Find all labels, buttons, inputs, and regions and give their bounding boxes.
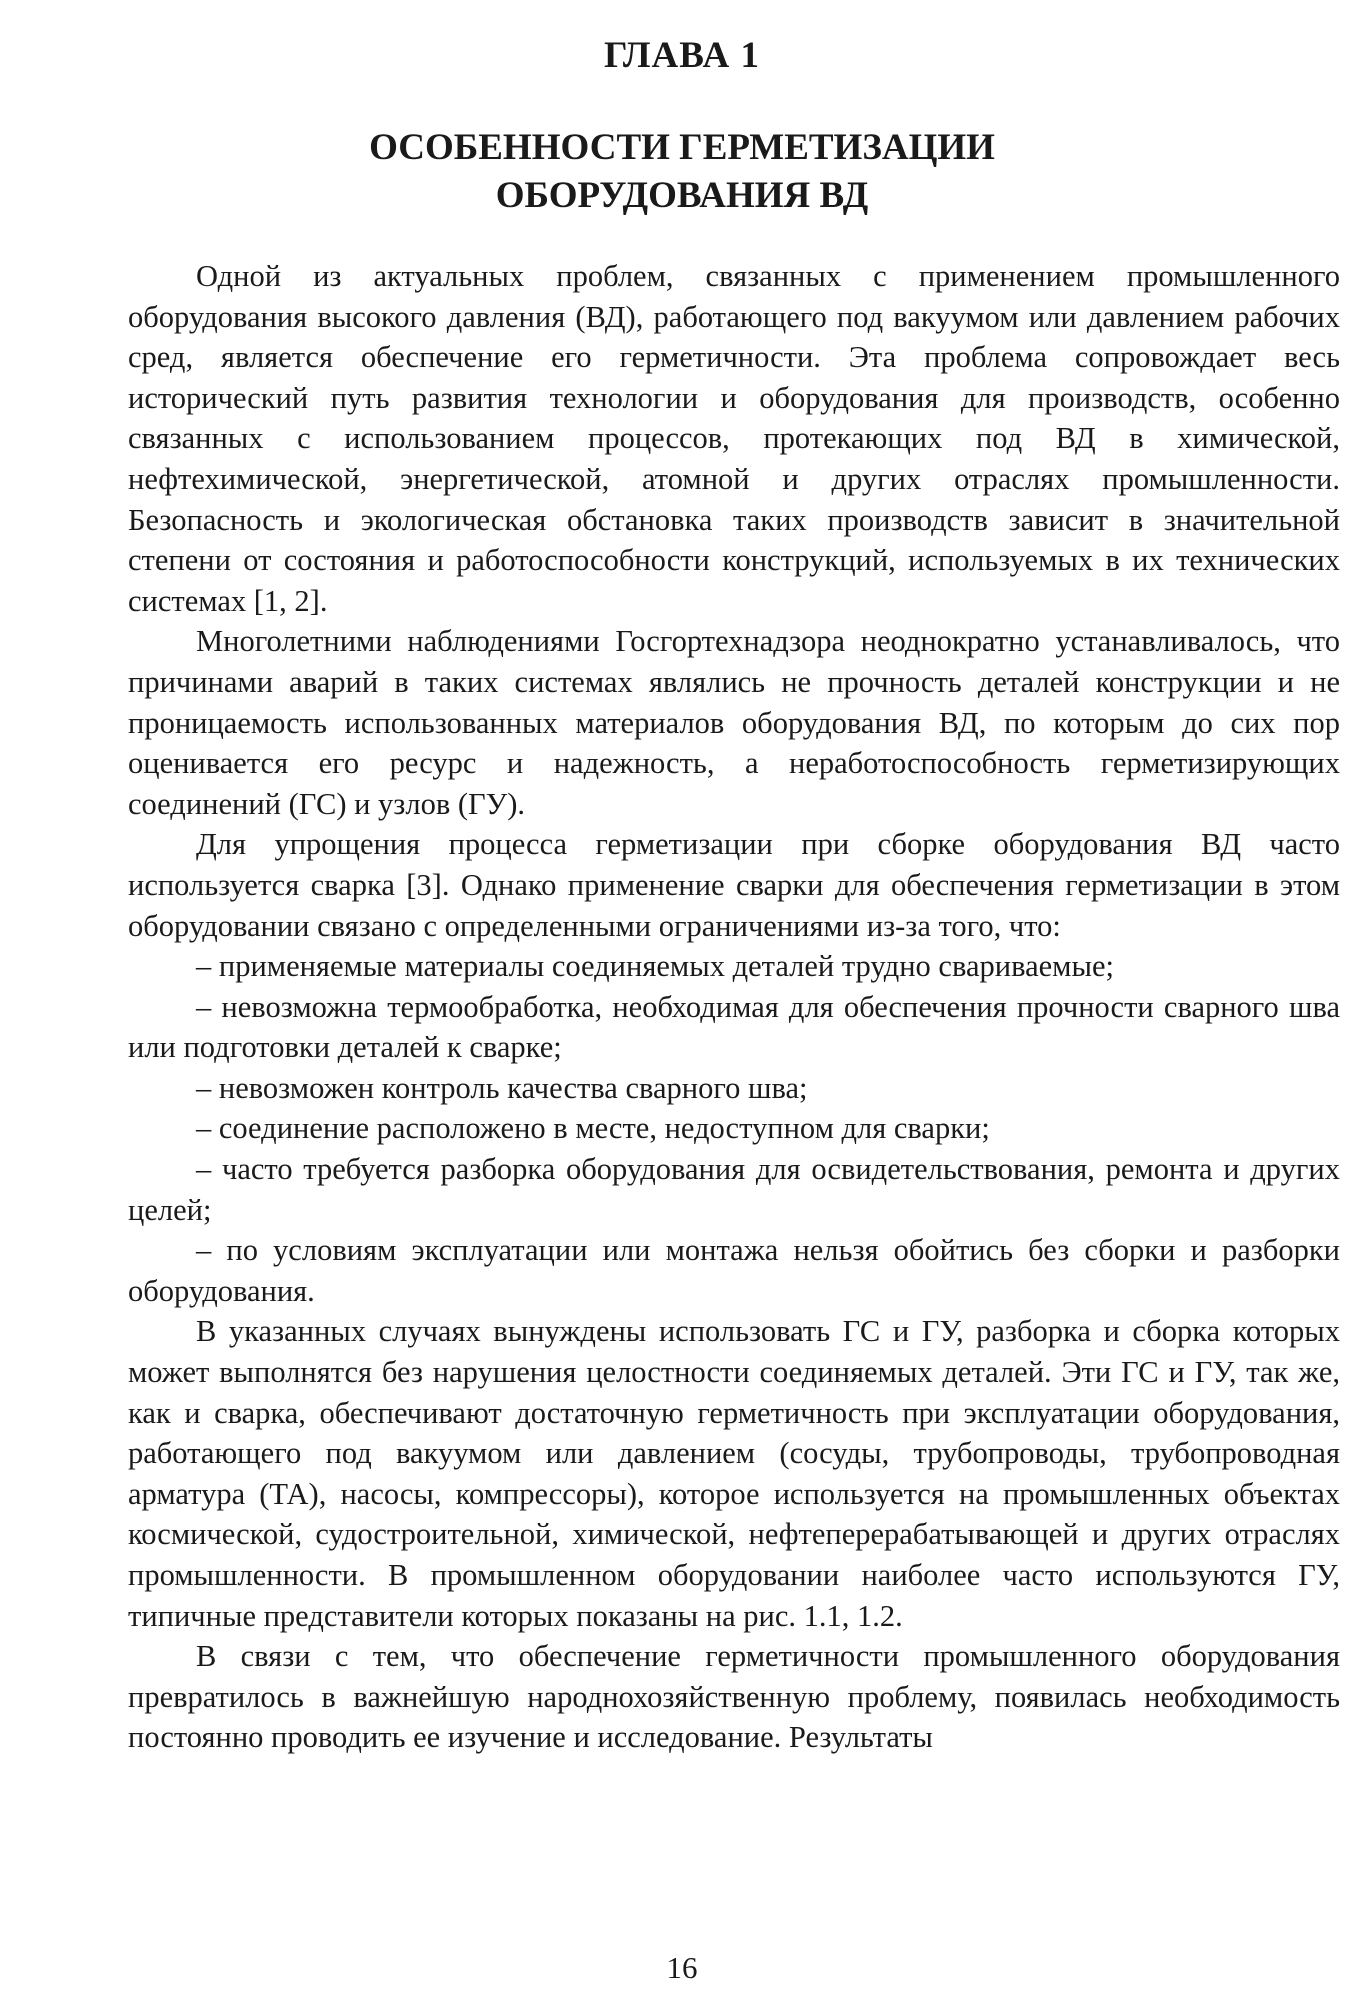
list-item: – соединение расположено в месте, недоступном для сварки; bbox=[196, 1111, 990, 1146]
paragraph-4: В указанных случаях вынуждены использовать ГС и ГУ, разборка и сборка которых может выполнятся без нарушения целостности соединяемых деталей. Эти ГС и ГУ, так же, как и сварка, обеспечивают достаточную герметичность при эксплуатации оборудования, работающего под вакуумом или давлением (сосуды, трубопроводы, трубопроводная арматура (ТА), насосы, компрессоры), которое используется на промышленных объектах космической, судостроительной, химической, нефтеперерабатывающей и других отраслях промышленности. В промышленном оборудовании наиболее часто используются ГУ, типичные представители которых показаны на рис. 1.1, 1.2. bbox=[128, 1314, 1340, 1633]
chapter-title bbox=[0, 124, 1364, 220]
page-number: 16 bbox=[666, 1950, 698, 1985]
paragraph-2: Многолетними наблюдениями Госгортехнадзора неоднократно устанавливалось, что причинами аварий в таких системах являлись не прочность деталей конструкции и не проницаемость использованных материалов оборудования ВД, по которым до сих пор оценивается его ресурс и надежность, а неработоспособность герметизирующих соединений (ГС) и узлов (ГУ). bbox=[128, 624, 1340, 821]
list-item: – по условиям эксплуатации или монтажа нельзя обойтись без сборки и разборки оборудования. bbox=[128, 1233, 1340, 1308]
chapter-label: ГЛАВА 1 bbox=[603, 35, 761, 76]
limitations-list bbox=[128, 946, 1340, 1311]
list-item: – невозможна термообработка, необходимая для обеспечения прочности сварного шва или подготовки деталей к сварке; bbox=[128, 989, 1340, 1065]
paragraph-3: Для упрощения процесса герметизации при сборке оборудования ВД часто используется сварка [3]. Однако применение сварки для обеспечения герметизации в этом оборудовании связано с определенными ограничениями из-за того, что: bbox=[128, 827, 1340, 943]
chapter-title-line-2: ОБОРУДОВАНИЯ ВД bbox=[495, 175, 869, 216]
chapter-title-line-1: ОСОБЕННОСТИ ГЕРМЕТИЗАЦИИ bbox=[369, 127, 995, 168]
paragraph-1: Одной из актуальных проблем, связанных с применением промышленного оборудования высокого давления (ВД), работающего под вакуумом или давлением рабочих сред, является обеспечение его герметичности. Эта проблема сопровождает весь исторический путь развития технологии и оборудования для производств, особенно связанных с использованием процессов, протекающих под ВД в химической, нефтехимической, энергетической, атомной и других отраслях промышленности. Безопасность и экологическая обстановка таких производств зависит в значительной степени от состояния и работоспособности конструкций, используемых в их технических системах [1, 2]. bbox=[128, 259, 1340, 618]
list-item: – невозможен контроль качества сварного шва; bbox=[196, 1070, 808, 1105]
body-text bbox=[128, 256, 1340, 1758]
list-item: – применяемые материалы соединяемых деталей трудно свариваемые; bbox=[196, 949, 1114, 984]
list-item: – часто требуется разборка оборудования для освидетельствования, ремонта и других целей; bbox=[128, 1152, 1340, 1227]
paragraph-5: В связи с тем, что обеспечение герметичности промышленного оборудования превратилось в важнейшую народнохозяйственную проблему, появилась необходимость постоянно проводить ее изучение и исследование. Результаты bbox=[128, 1639, 1340, 1755]
